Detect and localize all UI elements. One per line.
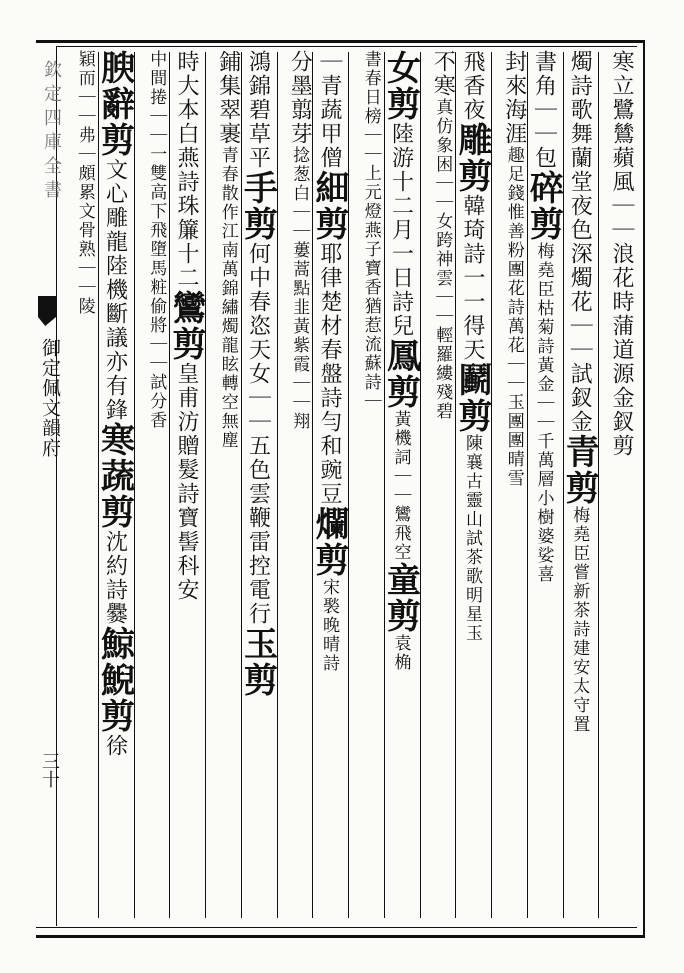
body-text: 鴻錦碧草平 (245, 50, 271, 170)
annotation-text: 詩｜ (360, 373, 381, 411)
entry-heading: 雕剪 (452, 122, 492, 194)
text-column (136, 50, 168, 920)
text-column (237, 50, 278, 920)
annotation-text: 捻葱白｜｜蔞蒿點韭黃 (289, 146, 310, 336)
body-text: 耶律楚材春盤詩勻和豌豆 (317, 242, 342, 506)
annotation-text: 袁桷 (390, 634, 411, 672)
entry-heading: 女剪 (380, 50, 421, 122)
annotation-text: 穎而｜｜弗｜頗累文骨 (74, 50, 95, 240)
annotation-text: 黃機詞｜｜鸞飛空 (390, 410, 411, 562)
annotation-text: 青春散作江南萬錦繡燭龍眩轉空無塵 (217, 146, 238, 450)
body-text: 皇甫汸贈髮詩寶髻科安 (174, 362, 199, 602)
body-text: 燭詩歌舞蘭堂夜色深燭花｜｜試釵金 (567, 50, 593, 434)
text-column (493, 50, 525, 920)
body-text: 剪 (609, 434, 634, 458)
body-text: 飛香夜 (460, 50, 485, 122)
text-column (64, 50, 96, 920)
text-column (350, 50, 382, 920)
body-text: 分墨翦芽 (287, 50, 313, 146)
page-number: 三十 (39, 752, 60, 788)
body-text: 寒立鷺鷥蘋風｜｜浪花時蒲道源金釵 (609, 50, 634, 434)
annotation-text: 宋褧晚晴詩 (319, 578, 339, 673)
entry-heading: 鸞剪 (166, 290, 206, 362)
annotation-text: 書春日榜｜｜上元燈 (360, 50, 381, 221)
entry-heading: 爛剪 (309, 506, 349, 578)
column-rule (169, 52, 170, 918)
text-column (309, 50, 349, 920)
text-column (207, 50, 239, 920)
column-rule (241, 52, 242, 918)
entry-heading: 細剪 (309, 170, 349, 242)
annotation-text: 熟｜｜ (74, 240, 95, 297)
annotation-text: 陳襄古靈山試茶歌明星玉 (462, 434, 482, 643)
annotation-text: 中間捲｜｜一雙高下飛 (146, 50, 167, 240)
text-column (94, 50, 135, 920)
column-rule (455, 52, 456, 918)
spine-book-title: 欽定四庫全書 (41, 60, 62, 204)
entry-heading: 童剪 (380, 562, 421, 634)
body-text: 鋪集翠裹 (215, 50, 241, 146)
column-rule (98, 52, 99, 918)
entry-heading: 鯨鯢剪 (94, 626, 135, 734)
column-rule (205, 52, 206, 918)
body-text: 不寒 (430, 50, 456, 98)
body-text: 陸游十二月一日詩兒 (388, 122, 414, 338)
annotation-text: 真仿象困｜｜ (432, 98, 453, 212)
column-rule (527, 52, 528, 918)
column-rule (312, 52, 313, 918)
body-text: 沈約詩爨 (102, 530, 128, 626)
entry-heading: 手剪 (237, 170, 278, 242)
body-text: 徐 (102, 734, 128, 758)
annotation-text: 女跨神雲｜｜輕羅縷殘碧 (432, 212, 453, 421)
text-column (422, 50, 454, 920)
entry-heading: 腴辭剪 (94, 50, 135, 158)
entry-heading: 青 (559, 434, 600, 470)
body-text: 書角｜｜包 (531, 50, 557, 170)
entry-heading: 鳳剪 (380, 338, 421, 410)
entry-heading: 剪 (559, 470, 600, 506)
body-text: 何中春恣天女｜｜五色雲鞭雷控電行 (245, 242, 271, 626)
entry-heading: 碎剪 (523, 170, 564, 242)
annotation-text: 陵 (74, 297, 95, 316)
body-text: ｜青蔬甲僧 (317, 50, 342, 170)
text-column (380, 50, 421, 920)
annotation-text: 墮馬粧偷將｜｜試分香 (146, 240, 167, 430)
text-column (452, 50, 492, 920)
entry-heading: 玉剪 (237, 626, 278, 698)
entry-heading: 寒蔬剪 (94, 422, 135, 530)
text-column (600, 50, 632, 920)
annotation-text: 梅堯臣枯菊詩黃金｜｜千萬層小樹婆娑喜 (533, 242, 554, 584)
body-text: 時大本白燕詩珠簾十二 (174, 50, 199, 290)
annotation-text: 燕子寶香猶惹流蘇 (360, 221, 381, 373)
column-rule (384, 52, 385, 918)
annotation-text: 梅堯臣嘗新茶詩建安太守置 (569, 506, 590, 734)
text-column (559, 50, 600, 920)
body-text: 文心雕龍陸機斷議亦有鋒 (102, 158, 128, 422)
text-column (166, 50, 206, 920)
text-column (523, 50, 564, 920)
body-text: 韓琦詩一一得天 (460, 194, 485, 362)
spine-volume-title: 御定佩文韻府 (39, 338, 61, 458)
entry-heading: 鬬剪 (452, 362, 492, 434)
annotation-text: 紫霞｜｜翔 (289, 336, 310, 431)
body-text: 封來海涯 (501, 50, 527, 146)
text-column (279, 50, 311, 920)
column-rule (420, 52, 421, 918)
annotation-text: 趣足錢惟善粉團花詩萬花｜｜玉團團晴雪 (503, 146, 524, 488)
